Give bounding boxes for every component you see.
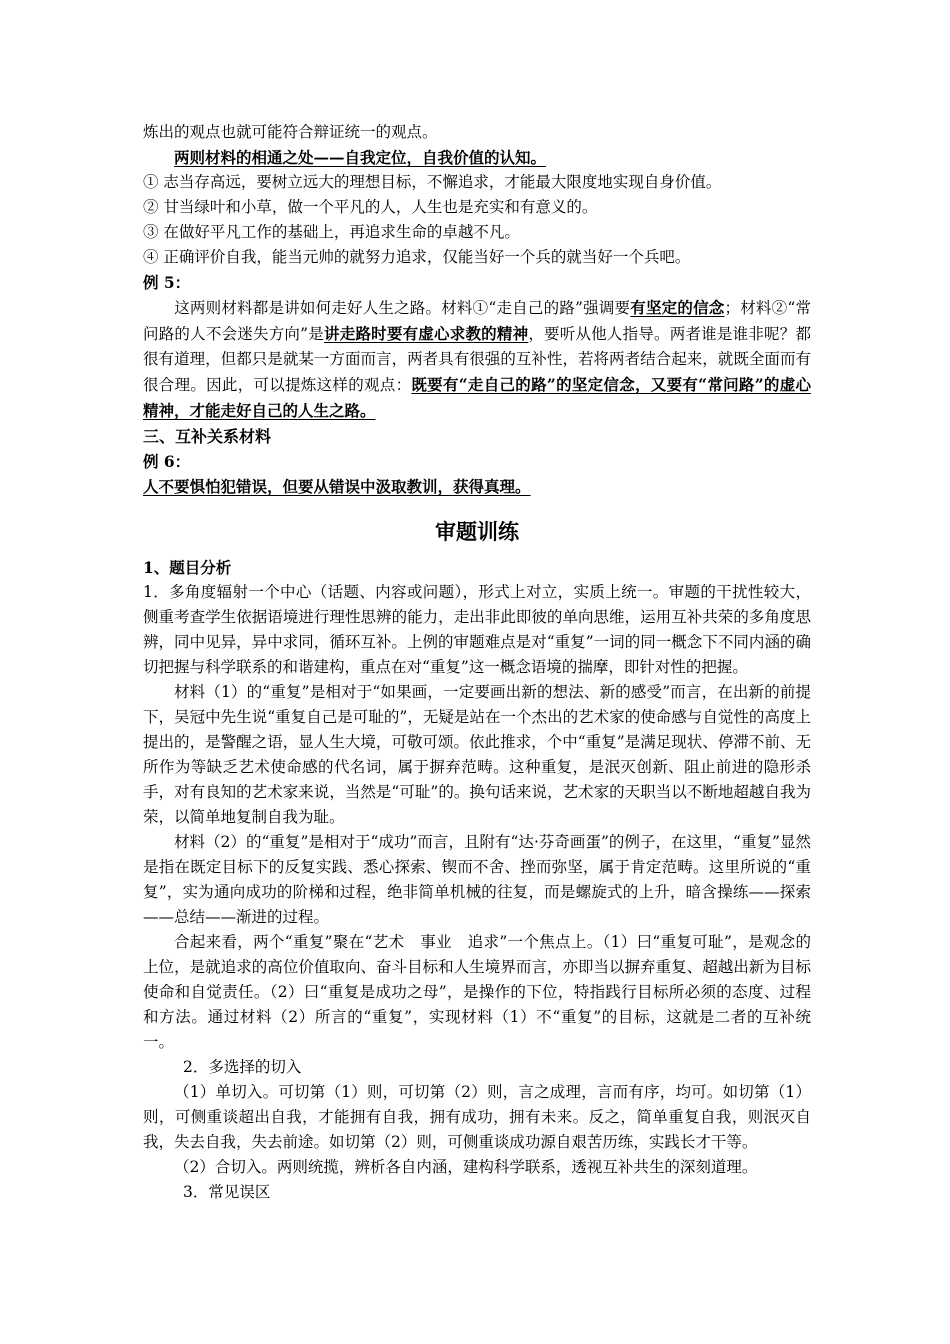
ex5-text-3: ，要听从他人指导。两者谁是谁非呢？都很有道理，但都只是就某一方面而言，两者具有很强的互补性，若将两者结合起来，就既全面而有很合理。因此，可以提炼这样的观点： xyxy=(143,325,811,394)
page-title: 审题训练 xyxy=(435,520,519,544)
ex5-emphasis-1: 有坚定的信念 xyxy=(630,298,725,317)
point-1: ① 志当存高远，要树立远大的理想目标，不懈追求，才能最大限度地实现自身价值。 xyxy=(143,173,722,191)
entry-paragraph-2: （2）合切入。两则统揽，辨析各自内涵，建构科学联系，透视互补共生的深刻道理。 xyxy=(174,1158,758,1176)
analysis-paragraph-4: 合起来看，两个“重复”聚在“艺术 事业 追求”一个焦点上。（1）曰“重复可耻”，是观念的上位，是就追求的高位价值取向、奋斗目标和人生境界而言，亦即当以摒弃重复、超越出新为目标使命和自觉责任。（2）曰“重复是成功之母”，是操作的下位，特指践行目标所必须的态度、过程和方法。通过材料（2）所言的“重复”，实现材料（1）不“重复”的目标，这就是二者的互补统一。 xyxy=(143,933,811,1051)
analysis-paragraph-3: 材料（2）的“重复”是相对于“成功”而言，且附有“达·芬奇画蛋”的例子，在这里，“重复”显然是指在既定目标下的反复实践、悉心探索、锲而不舍、挫而弥坚，属于肯定范畴。这里所说的“重复”，实为通向成功的阶梯和过程，绝非简单机械的往复，而是螺旋式的上升，暗含操练——探索——总结——渐进的过程。 xyxy=(143,833,811,926)
intro-line: 炼出的观点也就可能符合辩证统一的观点。 xyxy=(143,123,438,141)
point-4: ④ 正确评价自我，能当元帅的就努力追求，仅能当好一个兵的就当好一个兵吧。 xyxy=(143,248,691,266)
subsection-1-heading: 1、题目分析 xyxy=(143,558,232,577)
point-2: ② 甘当绿叶和小草，做一个平凡的人，人生也是充实和有意义的。 xyxy=(143,198,598,216)
entry-paragraph-1: （1）单切入。可切第（1）则，可切第（2）则，言之成理，言而有序，均可。如切第（1）则，可侧重谈超出自我，才能拥有自我，拥有成功，拥有未来。反之，简单重复自我，则泯灭自我，失去自我，失去前途。如切第（2）则，可侧重谈成功源自艰苦历练，实践长才干等。 xyxy=(143,1083,811,1151)
ex5-emphasis-2: 讲走路时要有虚心求教的精神 xyxy=(324,324,529,343)
example-5-paragraph xyxy=(143,295,811,424)
item-3-heading: 3．常见误区 xyxy=(183,1183,271,1201)
document-page xyxy=(143,120,811,1205)
item-2-heading: 2．多选择的切入 xyxy=(183,1058,302,1076)
ex5-text-1: 这两则材料都是讲如何走好人生之路。材料①“走自己的路”强调要 xyxy=(174,299,631,317)
example-6-text: 人不要惧怕犯错误，但要从错误中汲取教训，获得真理。 xyxy=(143,477,531,496)
example-5-label: 例 5： xyxy=(143,273,191,292)
analysis-paragraph-1: 1．多角度辐射一个中心（话题、内容或问题），形式上对立，实质上统一。审题的干扰性较大，侧重考查学生依据语境进行理性思辨的能力，走出非此即彼的单向思维，运用互补共荣的多角度思辨，同中见异，异中求同，循环互补。上例的审题难点是对“重复”一词的同一概念下不同内涵的确切把握与科学联系的和谐建构，重点在对“重复”这一概念语境的揣摩，即针对性的把握。 xyxy=(143,583,811,676)
point-3: ③ 在做好平凡工作的基础上，再追求生命的卓越不凡。 xyxy=(143,223,520,241)
ex5-text-2: ；材料②“常问路的人不会迷失方向”是 xyxy=(143,299,811,343)
common-point-heading: 两则材料的相通之处——自我定位，自我价值的认知。 xyxy=(174,148,547,167)
ex5-emphasis-3: 既要有“走自己的路”的坚定信念，又要有“常问路”的虚心精神，才能走好自己的人生之路。 xyxy=(143,375,811,420)
example-6-label: 例 6： xyxy=(143,452,191,471)
analysis-paragraph-2: 材料（1）的“重复”是相对于“如果画，一定要画出新的想法、新的感受”而言，在出新的前提下，吴冠中先生说“重复自己是可耻的”，无疑是站在一个杰出的艺术家的使命感与自觉性的高度上提出的，是警醒之语，显人生大境，可敬可颂。依此推求，个中“重复”是满足现状、停滞不前、无所作为等缺乏艺术使命感的代名词，属于摒弃范畴。这种重复，是泯灭创新、阻止前进的隐形杀手，对有良知的艺术家来说，当然是“可耻”的。换句话来说，艺术家的天职当以不断地超越自我为荣，以简单地复制自我为耻。 xyxy=(143,683,811,826)
section-3-heading: 三、互补关系材料 xyxy=(143,427,272,446)
